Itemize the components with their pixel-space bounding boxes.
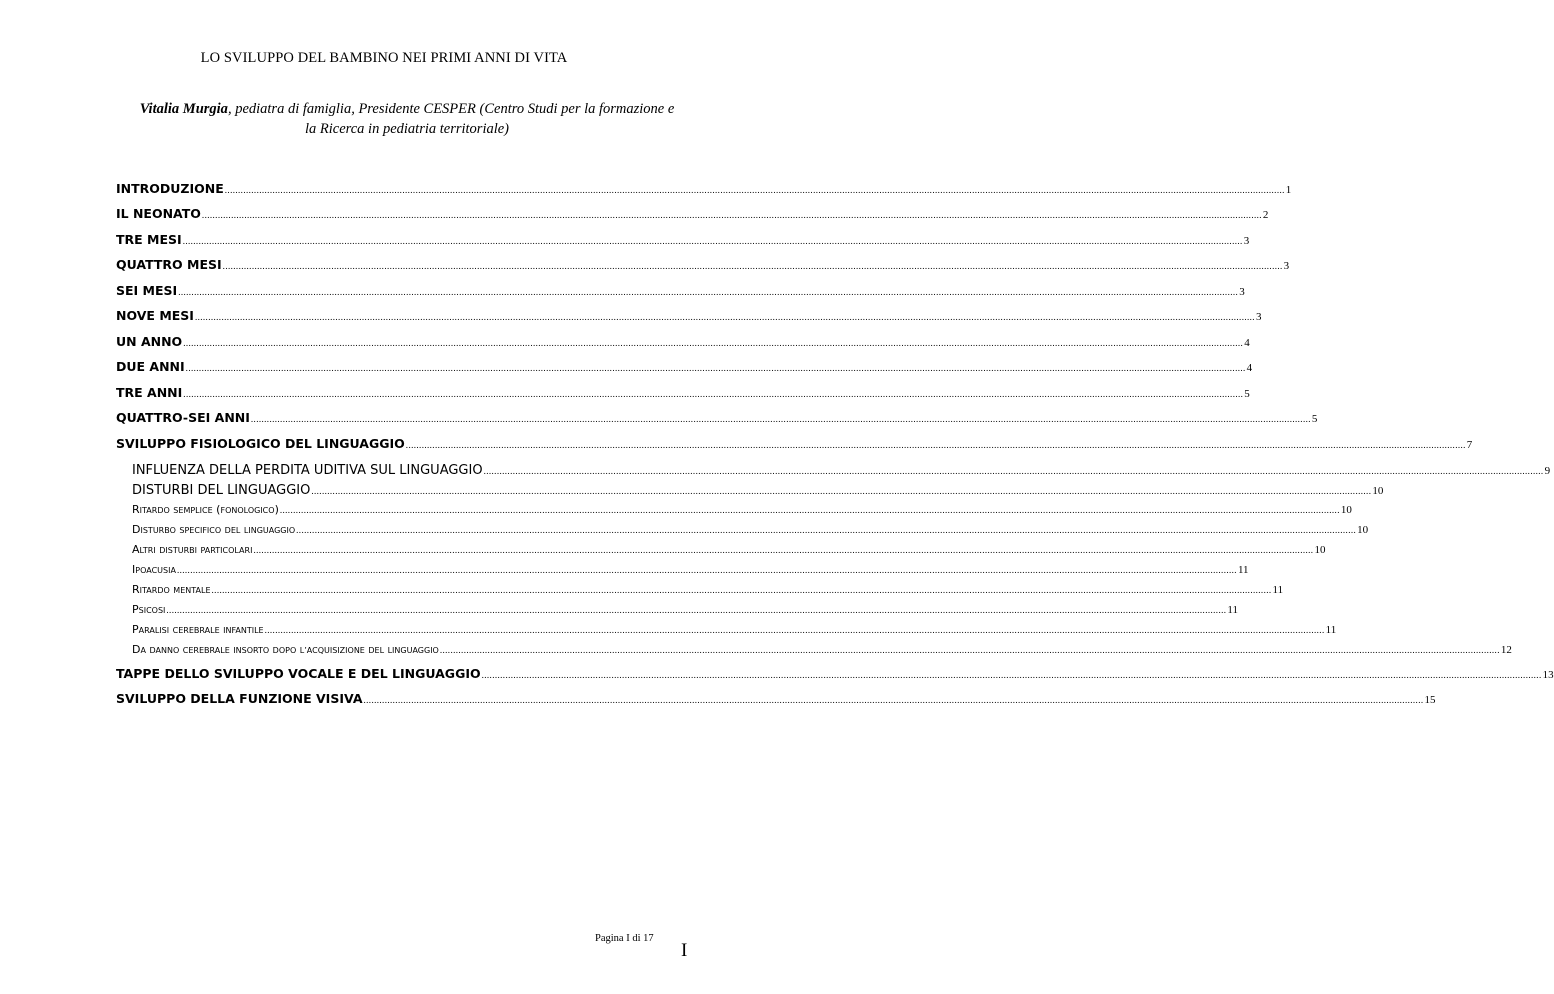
author-affiliation: la Ricerca in pediatria territoriale) (304, 121, 510, 137)
toc-entry[interactable] (116, 308, 1262, 323)
toc-entry-page: 10 (1372, 485, 1384, 497)
toc-leader-dots: ................................................................................................................................................................................................................................................................................................................................................................................................................ (363, 695, 1424, 705)
toc-entry-page: 11 (1272, 584, 1284, 596)
toc-entry-label: RITARDO MENTALE (132, 583, 211, 596)
toc-entry-page: 3 (1283, 260, 1290, 272)
toc-entry-label: UN ANNO (116, 334, 183, 349)
toc-entry[interactable] (132, 463, 1551, 478)
toc-entry[interactable] (116, 334, 1250, 349)
toc-leader-dots: ................................................................................................................................................................................................................................................................................................................................................................................................................ (185, 363, 1246, 373)
toc-entry-page: 12 (1500, 644, 1512, 656)
author-name: Vitalia Murgia (139, 101, 228, 117)
toc-entry-page: 3 (1255, 311, 1262, 323)
toc-entry-label: PARALISI CEREBRALE INFANTILE (132, 623, 264, 636)
toc-entry-label: DISTURBI DEL LINGUAGGIO (132, 483, 311, 498)
toc-entry-page: 4 (1246, 362, 1253, 374)
toc-entry[interactable] (132, 543, 1326, 556)
toc-entry-label: IPOACUSIA (132, 563, 176, 576)
toc-entry[interactable] (116, 666, 1554, 681)
toc-leader-dots: ................................................................................................................................................................................................................................................................................................................................................................................................................ (224, 185, 1285, 195)
toc-leader-dots: ................................................................................................................................................................................................................................................................................................................................................................................................................ (201, 210, 1262, 220)
toc-entry-page: 11 (1237, 564, 1249, 576)
toc-leader-dots: ................................................................................................................................................................................................................................................................................................................................................................................................................ (183, 338, 1244, 348)
toc-entry[interactable] (116, 691, 1436, 706)
toc-entry[interactable] (116, 283, 1245, 298)
toc-entry-page: 3 (1239, 286, 1245, 298)
toc-entry[interactable] (116, 257, 1290, 272)
toc-entry-label: TRE MESI (116, 232, 182, 247)
toc-entry-label: INFLUENZA DELLA PERDITA UDITIVA SUL LINGUAGGIO (132, 463, 483, 478)
toc-leader-dots: ................................................................................................................................................................................................................................................................................................................................................................................................................ (481, 670, 1542, 680)
author-line (112, 99, 702, 139)
toc-entry-page: 10 (1314, 544, 1326, 556)
toc-entry[interactable] (132, 643, 1512, 656)
page-footer: Pagina I di 17 (595, 933, 654, 944)
toc-entry[interactable] (132, 603, 1238, 616)
toc-entry-label: ALTRI DISTURBI PARTICOLARI (132, 543, 253, 556)
toc-entry-label: SVILUPPO FISIOLOGICO DEL LINGUAGGIO (116, 436, 405, 451)
toc-entry-page: 11 (1325, 624, 1337, 636)
toc-entry[interactable] (116, 359, 1253, 374)
toc-entry-label: DA DANNO CEREBRALE INSORTO DOPO L’ACQUISIZIONE DEL LINGUAGGIO (132, 643, 439, 656)
toc-entry-page: 1 (1285, 184, 1292, 196)
toc-entry-page: 11 (1227, 604, 1238, 616)
toc-entry[interactable] (132, 623, 1337, 636)
toc-entry-page: 3 (1243, 235, 1250, 247)
toc-entry[interactable] (132, 523, 1369, 536)
toc-leader-dots: ................................................................................................................................................................................................................................................................................................................................................................................................................ (250, 414, 1311, 424)
toc-entry[interactable] (116, 436, 1473, 451)
toc-leader-dots: ................................................................................................................................................................................................................................................................................................................................................................................................................ (183, 389, 1244, 399)
toc-entry-page: 10 (1357, 524, 1369, 536)
toc-leader-dots: ................................................................................................................................................................................................................................................................................................................................................................................................................ (178, 287, 1239, 297)
toc-entry-label: DUE ANNI (116, 359, 185, 374)
toc-entry-label: SEI MESI (116, 283, 178, 298)
toc-entry-label: QUATTRO MESI (116, 257, 222, 272)
toc-entry-page: 15 (1424, 694, 1436, 706)
toc-entry[interactable] (116, 385, 1250, 400)
toc-entry-page: 5 (1311, 413, 1318, 425)
toc-leader-dots: ................................................................................................................................................................................................................................................................................................................................................................................................................ (176, 565, 1237, 575)
toc-leader-dots: ................................................................................................................................................................................................................................................................................................................................................................................................................ (296, 525, 1357, 535)
toc-entry-label: NOVE MESI (116, 308, 194, 323)
toc-entry[interactable] (132, 583, 1284, 596)
toc-leader-dots: ................................................................................................................................................................................................................................................................................................................................................................................................................ (405, 440, 1466, 450)
toc-entry-page: 2 (1262, 209, 1269, 221)
toc-entry-page: 5 (1244, 388, 1250, 400)
page-roman-numeral: I (681, 940, 688, 961)
toc-entry[interactable] (116, 410, 1318, 425)
toc-leader-dots: ................................................................................................................................................................................................................................................................................................................................................................................................................ (311, 486, 1372, 496)
toc-leader-dots: ................................................................................................................................................................................................................................................................................................................................................................................................................ (264, 625, 1325, 635)
toc-entry[interactable] (116, 232, 1250, 247)
toc-leader-dots: ................................................................................................................................................................................................................................................................................................................................................................................................................ (211, 585, 1272, 595)
toc-leader-dots: ................................................................................................................................................................................................................................................................................................................................................................................................................ (222, 261, 1283, 271)
toc-leader-dots: ................................................................................................................................................................................................................................................................................................................................................................................................................ (439, 645, 1500, 655)
toc-entry-label: TRE ANNI (116, 385, 183, 400)
toc-entry-label: DISTURBO SPECIFICO DEL LINGUAGGIO (132, 523, 296, 536)
toc-entry-label: INTRODUZIONE (116, 181, 224, 196)
toc-entry[interactable] (116, 181, 1292, 196)
toc-entry-label: TAPPE DELLO SVILUPPO VOCALE E DEL LINGUAGGIO (116, 666, 481, 681)
toc-entry-page: 13 (1542, 669, 1554, 681)
toc-entry[interactable] (116, 206, 1269, 221)
toc-entry-label: PSICOSI (132, 603, 166, 616)
toc-entry-page: 10 (1340, 504, 1352, 516)
toc-entry[interactable] (132, 503, 1352, 516)
toc-leader-dots: ................................................................................................................................................................................................................................................................................................................................................................................................................ (182, 236, 1243, 246)
toc-entry-label: IL NEONATO (116, 206, 201, 221)
toc-entry-label: SVILUPPO DELLA FUNZIONE VISIVA (116, 691, 363, 706)
document-title: LO SVILUPPO DEL BAMBINO NEI PRIMI ANNI DI VITA (200, 50, 568, 66)
toc-entry-page: 4 (1244, 337, 1250, 349)
toc-entry-label: RITARDO SEMPLICE (FONOLOGICO) (132, 503, 279, 516)
toc-entry[interactable] (132, 563, 1249, 576)
toc-leader-dots: ................................................................................................................................................................................................................................................................................................................................................................................................................ (166, 605, 1227, 615)
toc-leader-dots: ................................................................................................................................................................................................................................................................................................................................................................................................................ (279, 505, 1340, 515)
toc-entry[interactable] (132, 483, 1384, 498)
toc-entry-label: QUATTRO-SEI ANNI (116, 410, 250, 425)
toc-leader-dots: ................................................................................................................................................................................................................................................................................................................................................................................................................ (194, 312, 1255, 322)
toc-leader-dots: ................................................................................................................................................................................................................................................................................................................................................................................................................ (483, 466, 1544, 476)
toc-leader-dots: ................................................................................................................................................................................................................................................................................................................................................................................................................ (253, 545, 1314, 555)
toc-entry-page: 7 (1466, 439, 1473, 451)
author-role: , pediatra di famiglia, Presidente CESPER (Centro Studi per la formazione e (227, 101, 675, 117)
toc-entry-page: 9 (1544, 465, 1551, 477)
